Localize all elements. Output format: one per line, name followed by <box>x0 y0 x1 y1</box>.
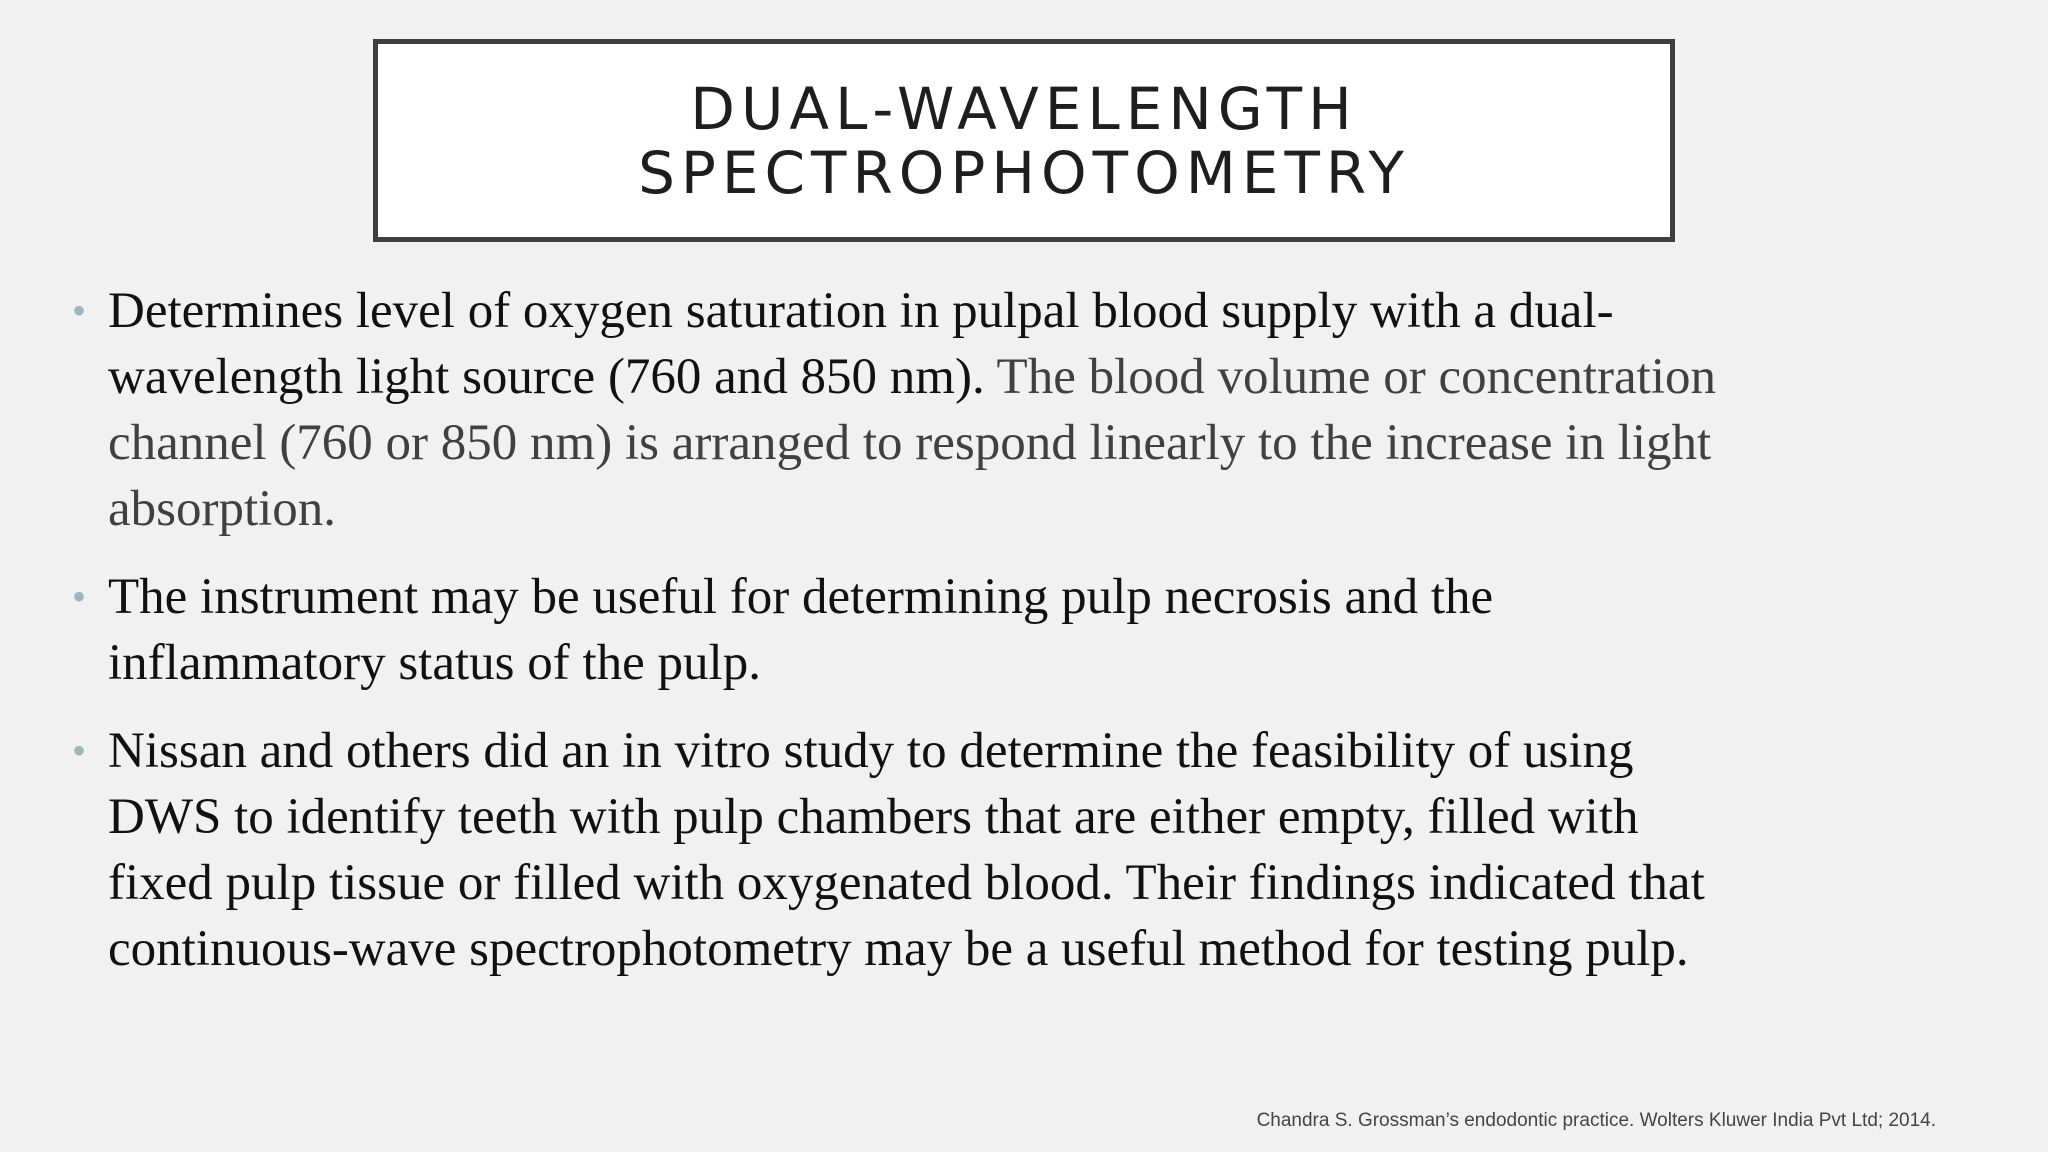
slide-title-line-1: DUAL-WAVELENGTH <box>690 74 1358 143</box>
bullet-2-line-1: The instrument may be useful for determining pulp necrosis and the <box>108 569 1494 625</box>
bullet-1-line-2-part-a: wavelength light source (760 and 850 nm). <box>108 349 985 405</box>
bullet-2-line-2: inflammatory status of the pulp. <box>108 635 761 691</box>
bullet-dot-icon: • <box>72 728 87 773</box>
bullet-3-line-2: DWS to identify teeth with pulp chambers that are either empty, filled with <box>108 789 1639 845</box>
citation-text: Chandra S. Grossman’s endodontic practice. Wolters Kluwer India Pvt Ltd; 2014. <box>1256 1110 1936 1131</box>
bullet-item-2 <box>70 564 1970 696</box>
bullet-1-line-2-part-b: The blood volume or concentration <box>984 349 1717 405</box>
bullet-1-line-3: channel (760 or 850 nm) is arranged to respond linearly to the increase in light <box>108 415 1712 471</box>
bullet-1-line-1: Determines level of oxygen saturation in pulpal blood supply with a dual- <box>108 283 1614 339</box>
bullet-3-line-1: Nissan and others did an in vitro study to determine the feasibility of using <box>108 723 1634 779</box>
bullet-list <box>70 278 1970 1004</box>
bullet-dot-icon: • <box>72 288 87 333</box>
bullet-dot-icon: • <box>72 574 87 619</box>
slide-title <box>638 74 1410 207</box>
bullet-item-1 <box>70 278 1970 542</box>
bullet-1-line-2 <box>108 344 1970 410</box>
bullet-3-line-4: continuous-wave spectrophotometry may be a useful method for testing pulp. <box>108 921 1689 977</box>
slide-title-box <box>373 39 1675 242</box>
bullet-1-line-4: absorption. <box>108 481 337 537</box>
slide-title-line-2: SPECTROPHOTOMETRY <box>638 138 1410 207</box>
bullet-3-line-3: fixed pulp tissue or filled with oxygenated blood. Their findings indicated that <box>108 855 1705 911</box>
bullet-item-3 <box>70 718 1970 982</box>
